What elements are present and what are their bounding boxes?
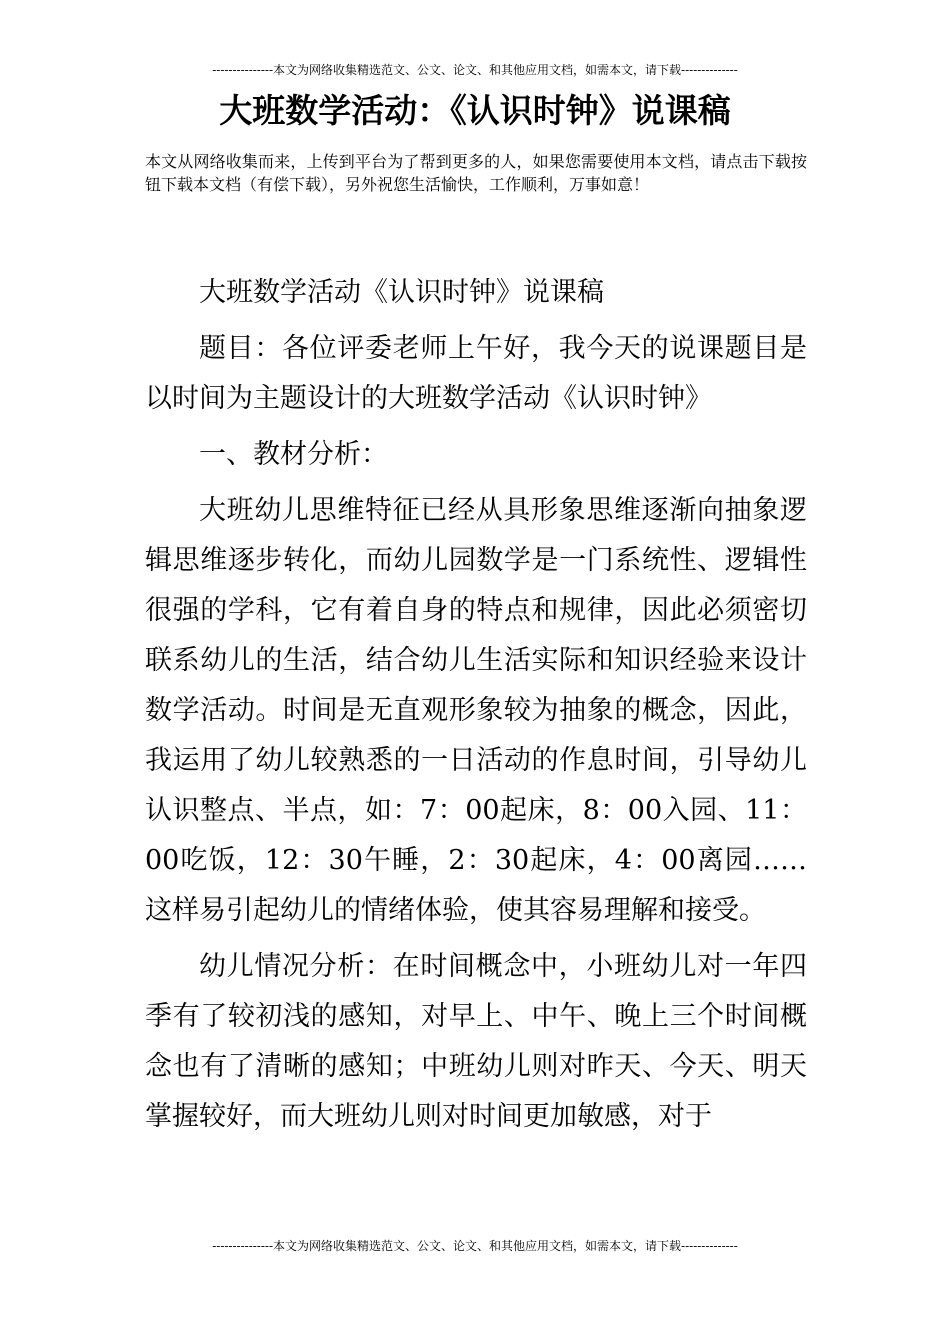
intro-paragraph: 本文从网络收集而来，上传到平台为了帮到更多的人，如果您需要使用本文档，请点击下载按钮下载本文档（有偿下载），另外祝您生活愉快，工作顺利，万事如意！ xyxy=(145,152,807,194)
body-paragraph-topic: 题目：各位评委老师上午好，我今天的说课题目是以时间为主题设计的大班数学活动《认识时钟》 xyxy=(145,333,807,414)
body-paragraph-children-analysis: 幼儿情况分析：在时间概念中，小班幼儿对一年四季有了较初浅的感知，对早上、中午、晚上三个时间概念也有了清晰的感知；中班幼儿则对昨天、今天、明天掌握较好，而大班幼儿则对时间更加敏感，对于 xyxy=(145,951,807,1132)
document-body xyxy=(145,268,807,1148)
section-heading-material-analysis: 一、教材分析： xyxy=(199,439,388,470)
document-title: 大班数学活动：《认识时钟》说课稿 xyxy=(219,91,731,130)
body-paragraph-subtitle: 大班数学活动《认识时钟》说课稿 xyxy=(199,277,604,308)
footer-note: ---------------本文为网络收集精选范文、公文、论文、和其他应用文档，如需本文，请下载-------------- xyxy=(212,1239,738,1253)
header-note: ---------------本文为网络收集精选范文、公文、论文、和其他应用文档，如需本文，请下载-------------- xyxy=(212,63,738,77)
body-paragraph-material-analysis: 大班幼儿思维特征已经从具形象思维逐渐向抽象逻辑思维逐步转化，而幼儿园数学是一门系统性、逻辑性很强的学科，它有着自身的特点和规律，因此必须密切联系幼儿的生活，结合幼儿生活实际和知识经验来设计数学活动。时间是无直观形象较为抽象的概念，因此，我运用了幼儿较熟悉的一日活动的作息时间，引导幼儿认识整点、半点，如：7：00起床，8：00入园、11：00吃饭，12：30午睡，2：30起床，4：00离园……这样易引起幼儿的情绪体验，使其容易理解和接受。 xyxy=(145,495,807,926)
